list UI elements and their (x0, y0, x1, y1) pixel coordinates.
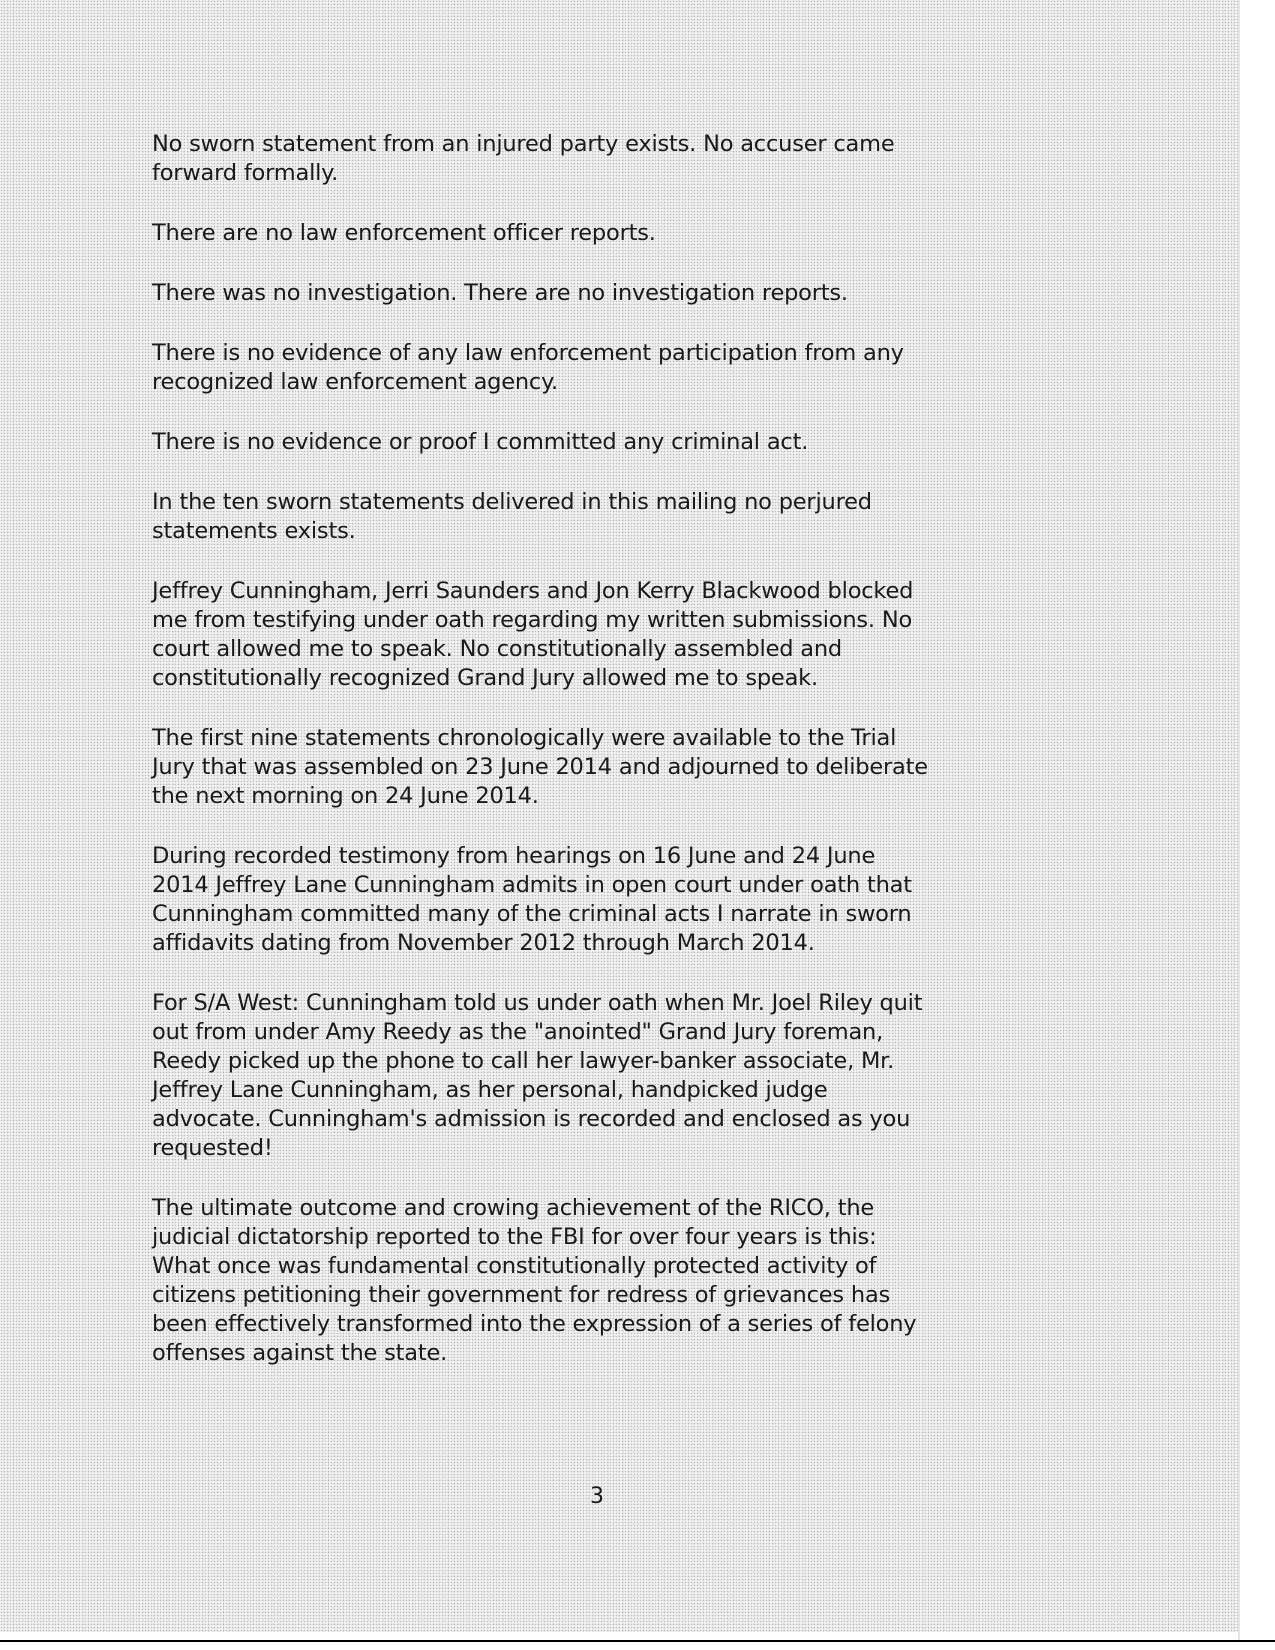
paragraph-5: There is no evidence or proof I committed any criminal act. (152, 429, 809, 455)
paragraph-9: During recorded testimony from hearings on 16 June and 24 June 2014 Jeffrey Lane Cunningham admits in open court under oath that Cunningham committed many of the criminal acts I narrate in sworn affidavits dating from November 2012 through March 2014. (152, 843, 912, 956)
paragraph-8: The first nine statements chronologically were available to the Trial Jury that was assembled on 23 June 2014 and adjourned to deliberate the next morning on 24 June 2014. (152, 725, 928, 809)
paragraph-7: Jeffrey Cunningham, Jerri Saunders and Jon Kerry Blackwood blocked me from testifying under oath regarding my written submissions. No court allowed me to speak. No constitutionally assembled and constitutionally recognized Grand Jury allowed me to speak. (152, 578, 914, 691)
paragraph-11: The ultimate outcome and crowing achievement of the RICO, the judicial dictatorship reported to the FBI for over four years is this: What once was fundamental constitutionally protected activity of citizens petitioning their government for redress of grievances has been effectively transformed into the expression of a series of felony offenses against the state. (152, 1195, 917, 1366)
paragraph-4: There is no evidence of any law enforcement participation from any recognized law enforcement agency. (152, 340, 904, 395)
page-number: 3 (590, 1484, 604, 1509)
paragraph-6: In the ten sworn statements delivered in this mailing no perjured statements exists. (152, 489, 872, 544)
page-edge-right (1238, 0, 1240, 1640)
paragraph-3: There was no investigation. There are no investigation reports. (152, 280, 848, 306)
paragraph-2: There are no law enforcement officer reports. (152, 220, 656, 246)
body-text (152, 130, 1052, 1399)
paragraph-1: No sworn statement from an injured party exists. No accuser came forward formally. (152, 131, 895, 186)
page-edge-bottom (0, 1640, 1275, 1642)
paragraph-10: For S/A West: Cunningham told us under oath when Mr. Joel Riley quit out from under Amy Reedy as the "anointed" Grand Jury foreman, Reedy picked up the phone to call her lawyer-banker associate, Mr. Jeffrey Lane Cunningham, as her personal, handpicked judge advocate. Cunningham's admission is recorded and enclosed as you requested! (152, 990, 923, 1161)
